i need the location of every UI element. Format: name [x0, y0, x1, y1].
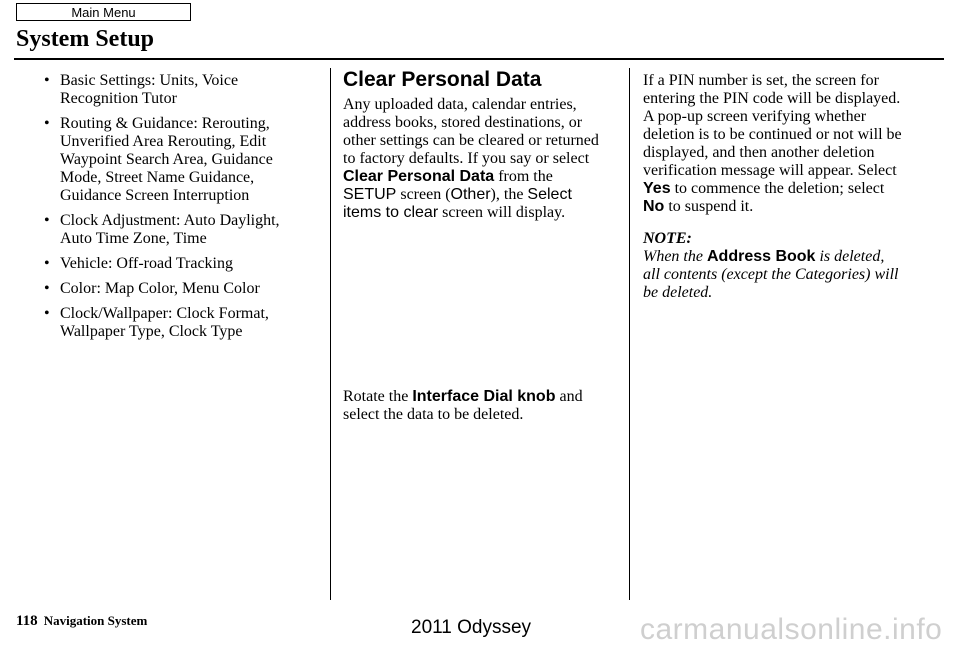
rotate-dial-paragraph: Rotate the Interface Dial knob and select the data to be deleted. — [343, 388, 583, 423]
middle-column — [343, 68, 618, 423]
page-footer — [16, 613, 147, 630]
page-title: System Setup — [16, 26, 155, 52]
section-heading: Clear Personal Data — [343, 68, 542, 91]
list-item: • Clock/Wallpaper: Clock Format, Wallpaper Type, Clock Type — [44, 305, 269, 340]
list-item: • Clock Adjustment: Auto Daylight, Auto Time Zone, Time — [44, 212, 280, 247]
column-divider-right — [629, 68, 630, 600]
page-number: 118 — [16, 613, 38, 629]
clear-data-paragraph: Any uploaded data, calendar entries, address books, stored destinations, or other settings can be cleared or returned to factory defaults. If you say or select Clear Personal Data from the SETUP screen (Other), the Select items to clear screen will display. — [343, 96, 599, 221]
watermark: carmanualsonline.info — [640, 613, 943, 646]
list-item: • Basic Settings: Units, Voice Recognition Tutor — [44, 72, 239, 107]
note-text: When the Address Book is deleted, all contents (except the Categories) will be deleted. — [643, 248, 899, 301]
bullet-icon: • — [44, 280, 50, 297]
no-term: No — [643, 198, 665, 215]
list-item: • Vehicle: Off-road Tracking — [44, 255, 233, 272]
clear-personal-data-term: Clear Personal Data — [343, 168, 495, 185]
list-item: • Color: Map Color, Menu Color — [44, 280, 260, 297]
right-column — [643, 72, 923, 302]
address-book-term: Address Book — [706, 248, 816, 265]
title-rule — [14, 58, 944, 60]
pin-paragraph: If a PIN number is set, the screen for entering the PIN code will be displayed. A pop-up screen verifying whether deletion is to be continued or not will be displayed, and then another deletion verification message will appear. Select Yes to commence the deletion; select No to suspend it. — [643, 72, 902, 215]
section-name: Navigation System — [43, 613, 148, 628]
bullet-icon: • — [44, 305, 50, 322]
list-item: • Routing & Guidance: Rerouting, Unverified Area Rerouting, Edit Waypoint Search Area, Guidance Mode, Street Name Guidance, Guidance Screen Interruption — [44, 115, 273, 204]
bullet-icon: • — [44, 212, 50, 229]
main-menu-button[interactable]: Main Menu — [16, 3, 191, 21]
bullet-icon: • — [44, 115, 50, 132]
note-label: NOTE: — [643, 230, 692, 247]
bullet-icon: • — [44, 255, 50, 272]
left-column — [44, 72, 314, 348]
bullet-icon: • — [44, 72, 50, 89]
column-divider-left — [330, 68, 331, 600]
interface-dial-term: Interface Dial knob — [412, 388, 556, 405]
yes-term: Yes — [643, 180, 671, 197]
settings-list — [44, 72, 314, 341]
model-label: 2011 Odyssey — [411, 617, 532, 638]
